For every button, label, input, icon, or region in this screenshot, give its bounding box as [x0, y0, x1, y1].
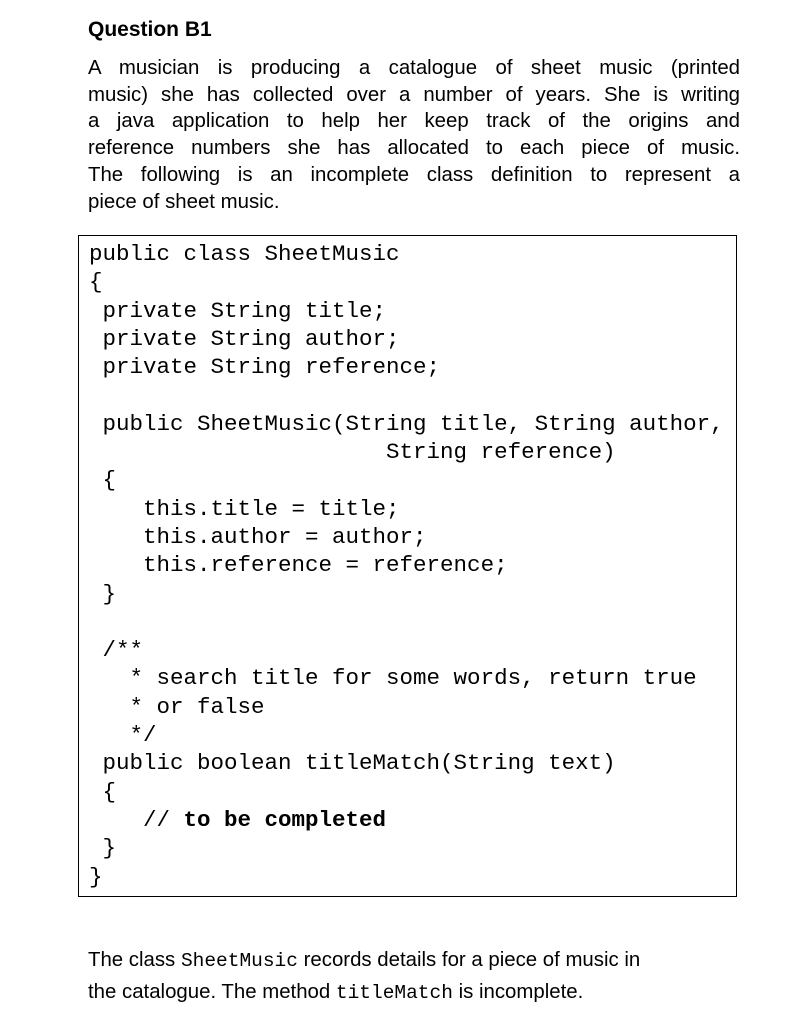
inline-code: titleMatch — [335, 982, 453, 1004]
code-line: { — [89, 778, 117, 805]
code-line: * search title for some words, return true — [89, 665, 697, 692]
code-line: this.author = author; — [89, 523, 427, 550]
code-line: this.title = title; — [89, 495, 400, 522]
code-line: String reference) — [89, 439, 616, 466]
intro-line: A musician is producing a catalogue of sheet music (printed — [88, 57, 740, 79]
code-line: } — [89, 580, 117, 607]
footer-line — [88, 945, 740, 977]
intro-line: piece of sheet music. — [88, 190, 280, 213]
question-heading: Question B1 — [88, 18, 212, 41]
code-line: */ — [89, 722, 157, 749]
code-line: } — [89, 835, 117, 862]
intro-line: reference numbers she has allocated to each piece of music. — [88, 137, 740, 160]
code-line: this.reference = reference; — [89, 552, 508, 579]
footer-line — [88, 977, 740, 1009]
intro-line: music) she has collected over a number of years. She is writing — [88, 83, 740, 106]
code-line: { — [89, 467, 117, 494]
code-line-comment — [89, 806, 724, 834]
code-line: private String reference; — [89, 354, 441, 381]
intro-line: The following is an incomplete class definition to represent a — [88, 163, 740, 186]
code-line: public SheetMusic(String title, String author, — [89, 410, 724, 437]
intro-line: a java application to help her keep track of the origins and — [88, 110, 740, 133]
code-comment-bold: to be completed — [183, 806, 387, 833]
code-line: * or false — [89, 693, 265, 720]
code-line: public class SheetMusic — [89, 241, 400, 267]
code-line: { — [89, 269, 103, 296]
code-listing-box — [78, 235, 737, 897]
code-listing — [89, 240, 724, 891]
question-section — [88, 18, 740, 215]
code-line — [89, 608, 724, 636]
code-comment-prefix: // — [89, 806, 184, 833]
code-line: public boolean titleMatch(String text) — [89, 750, 616, 777]
footer-text: The class — [88, 949, 181, 971]
footer-text: is incomplete. — [452, 981, 584, 1003]
inline-code: SheetMusic — [180, 950, 298, 972]
code-line — [89, 381, 724, 409]
footer-text: the catalogue. The method — [88, 981, 336, 1003]
code-line: private String author; — [89, 325, 400, 352]
code-line: private String title; — [89, 297, 387, 324]
question-footer — [88, 945, 740, 1009]
code-line: /** — [89, 637, 144, 664]
question-intro — [88, 55, 740, 215]
footer-text: records details for a piece of music in — [297, 949, 641, 971]
code-line: } — [89, 863, 103, 890]
